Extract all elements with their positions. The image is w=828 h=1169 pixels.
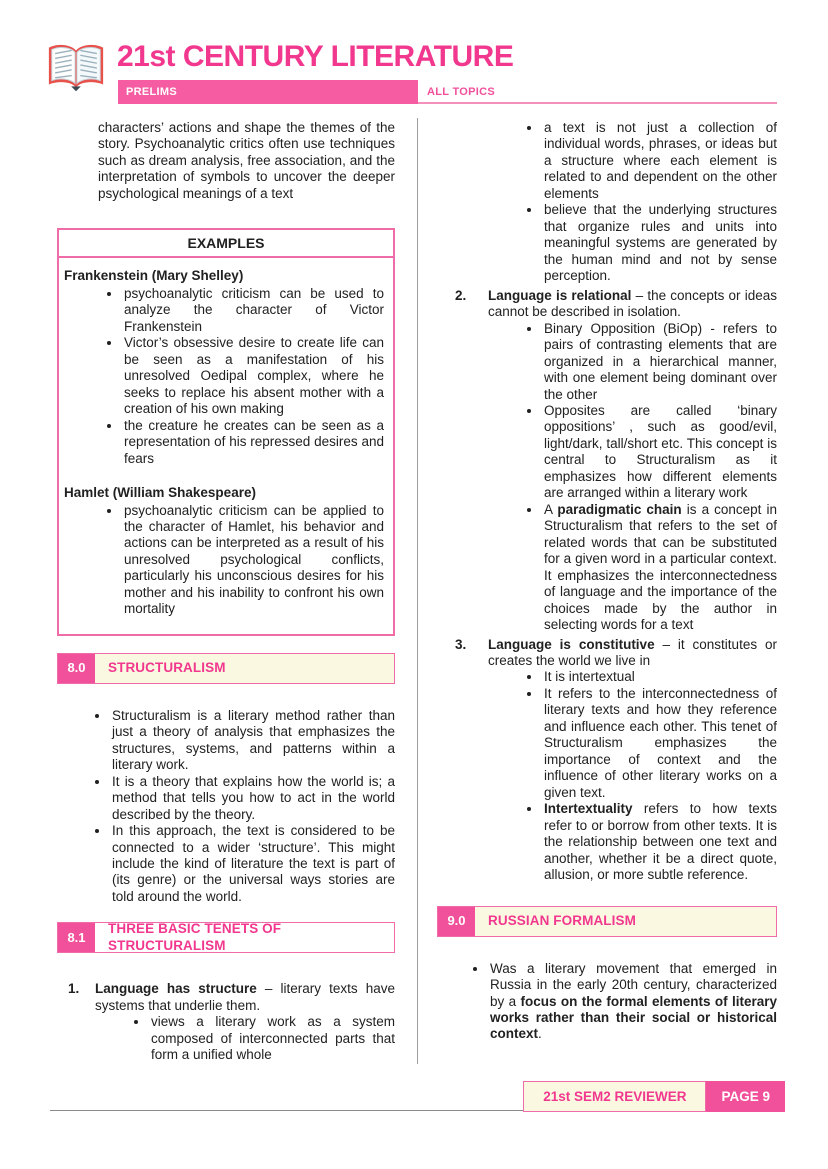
tenet-1-cont-bullet-list xyxy=(488,120,777,285)
list-item: • psychoanalytic criticism can be used to analyze the character of Victor Frankenstein xyxy=(122,286,384,335)
intro-paragraph: characters’ actions and shape the themes of the story. Psychoanalytic critics often use techniques such as dream analysis, free association, and the interpretation of symbols to uncover the deeper psychological meanings of a text xyxy=(98,120,395,201)
section-header-structuralism xyxy=(57,653,395,684)
bullet-pre: Was a literary movement that emerged in Russia in the early 20th century, characterized by a xyxy=(490,960,777,1009)
list-item: • the creature he creates can be seen as a representation of his repressed desires and fears xyxy=(122,418,384,467)
tenet-3-item xyxy=(437,637,777,884)
section-title: THREE BASIC TENETS OF STRUCTURALISM xyxy=(95,923,394,952)
tenet-body xyxy=(95,981,395,1063)
right-column xyxy=(437,120,777,1043)
tenet-body xyxy=(488,288,777,634)
tenet-text: – the concepts or ideas cannot be described in isolation. xyxy=(488,287,777,320)
list-item: • It is intertextual xyxy=(542,669,777,685)
list-item: • views a literary work as a system composed of interconnected parts that form a unified whole xyxy=(149,1014,395,1063)
tab-prelims: PRELIMS xyxy=(118,80,418,104)
russian-formalism-bullet-list xyxy=(437,961,777,1043)
list-item: • It refers to the interconnectedness of literary texts and how they reference and influence each other. This tenet of Structuralism emphasizes the importance of context and the influence of other literary works on a given text. xyxy=(542,686,777,801)
list-item: • It is a theory that explains how the world is; a method that tells you how to act in the world described by the theory. xyxy=(110,774,395,823)
open-book-icon xyxy=(45,36,107,103)
tenet-text: – literary texts have systems that underlie them. xyxy=(95,981,395,1013)
tab-all-topics: ALL TOPICS xyxy=(418,80,777,104)
bullet-post: is a concept in Structuralism that refers to the set of related words that can be substituted for a given word in a particular context. It emphasizes the interconnectedness of language and the importance of the choices made by the author in selecting words for a text xyxy=(544,501,777,633)
tenet-number: 3. xyxy=(455,636,467,652)
tenet-1-sub-bullets xyxy=(95,1014,395,1063)
list-item xyxy=(542,502,777,634)
reviewer-badge: 21st SEM2 REVIEWER xyxy=(523,1081,706,1112)
left-column xyxy=(57,120,395,1064)
tenet-1-continuation xyxy=(488,120,777,285)
page-number-badge: PAGE 9 xyxy=(706,1081,785,1112)
list-item: • a text is not just a collection of individual words, phrases, or ideas but a structure where each element is related to and dependent on the other elements xyxy=(542,120,777,202)
column-divider xyxy=(417,118,418,1064)
bullet-post: refers to how texts refer to or borrow from other texts. It is the relationship between one text and another, whether it be a direct quote, allusion, or more subtle reference. xyxy=(544,801,777,883)
tenet-number: 1. xyxy=(68,981,80,997)
page-title: 21st CENTURY LITERATURE xyxy=(117,40,514,73)
list-item: • Opposites are called ‘binary oppositions’ , such as good/evil, light/dark, tall/short etc. This concept is central to Structuralism as it emphasizes how different elements are arranged within a literary work xyxy=(542,403,777,502)
list-item: • psychoanalytic criticism can be applied to the character of Hamlet, his behavior and actions can be interpreted as a result of his unresolved psychological conflicts, particularly his unconscious desires for his mother and his inability to confront his own mortality xyxy=(122,503,384,618)
bullet-pre: A xyxy=(544,501,558,517)
tenet-2-sub-bullets xyxy=(488,321,777,634)
structuralism-bullet-list xyxy=(57,708,395,906)
section-header-russian-formalism xyxy=(437,906,777,937)
tenet-2-item xyxy=(437,288,777,634)
tenet-body xyxy=(488,637,777,884)
tenet-text: – it constitutes or creates the world we live in xyxy=(488,636,777,668)
examples-box-body xyxy=(59,258,393,633)
section-number-badge: 8.1 xyxy=(58,923,95,952)
examples-box xyxy=(57,228,395,635)
tenet-lead: Language is constitutive xyxy=(488,636,655,652)
section-number-badge: 8.0 xyxy=(58,654,95,683)
bullet-bold: paradigmatic chain xyxy=(557,501,682,517)
list-item: • Victor’s obsessive desire to create life can be seen as a manifestation of his unresolved Oedipal complex, where he seeks to replace his absent mother with a creation of his own making xyxy=(122,335,384,417)
footer-divider-line xyxy=(50,1110,531,1111)
list-item: • Binary Opposition (BiOp) - refers to pairs of contrasting elements that are organized in a hierarchical manner, with one element being dominant over the other xyxy=(542,321,777,403)
list-item: • believe that the underlying structures that organize rules and units into meaningful systems are generated by the human mind and not by sense perception. xyxy=(542,202,777,284)
list-item: • Structuralism is a literary method rather than just a theory of analysis that emphasizes the structures, systems, and patterns within a literary work. xyxy=(110,708,395,774)
bullet-post: . xyxy=(538,1026,542,1042)
tenet-number: 2. xyxy=(455,287,467,303)
examples-box-title: EXAMPLES xyxy=(59,230,393,258)
list-item xyxy=(542,801,777,883)
tenet-1-item xyxy=(57,981,395,1063)
section-number-badge: 9.0 xyxy=(438,907,475,936)
example-heading-frankenstein: Frankenstein (Mary Shelley) xyxy=(64,268,244,284)
header-tabs-bar xyxy=(118,80,777,104)
list-item: • In this approach, the text is considered to be connected to a wider ‘structure’. This might include the kind of literature the text is part of (its genre) or the universal ways stories are told around the world. xyxy=(110,823,395,905)
example-heading-hamlet: Hamlet (William Shakespeare) xyxy=(64,485,256,501)
tenet-lead: Language has structure xyxy=(95,981,257,997)
footer-badges xyxy=(523,1081,785,1112)
tenet-lead: Language is relational xyxy=(488,287,632,303)
tenet-3-sub-bullets xyxy=(488,669,777,883)
bullet-bold: focus on the formal elements of literary works rather than their social or historical context xyxy=(490,993,777,1042)
hamlet-bullet-list xyxy=(64,503,384,618)
section-title: STRUCTURALISM xyxy=(95,654,394,683)
list-item xyxy=(488,961,777,1043)
section-title: RUSSIAN FORMALISM xyxy=(475,907,776,936)
bullet-bold: Intertextuality xyxy=(544,801,633,817)
section-header-three-tenets xyxy=(57,922,395,953)
frankenstein-bullet-list xyxy=(64,286,384,467)
